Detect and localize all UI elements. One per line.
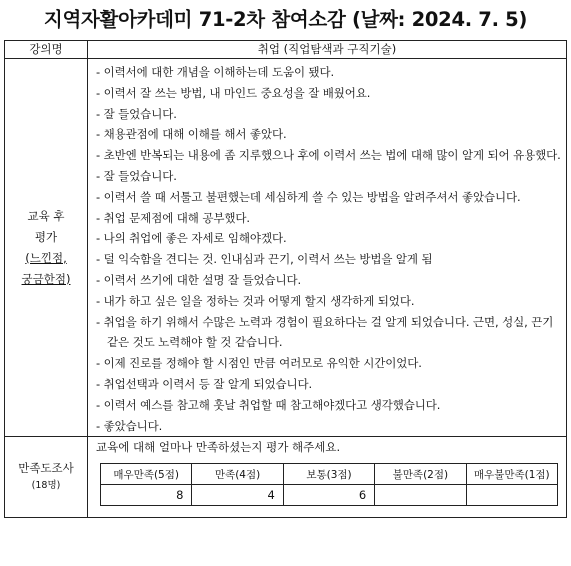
satisfaction-content bbox=[88, 437, 567, 518]
survey-table bbox=[4, 40, 567, 518]
respondent-count: (18명) bbox=[31, 480, 61, 492]
list-item: - 초반엔 반복되는 내용에 좀 지루했으나 후에 이력서 쓰는 법에 대해 많이 알게 되어 유용했다. bbox=[96, 148, 561, 163]
list-item: - 이력서 잘 쓰는 방법, 내 마인드 중요성을 잘 배웠어요. bbox=[96, 85, 371, 100]
list-item: - 이제 진로를 정해야 할 시점인 만큼 여러모로 유익한 시간이었다. bbox=[96, 356, 422, 371]
list-item: - 나의 취업에 좋은 자세로 임해야겠다. bbox=[96, 231, 287, 246]
feedback-list-cell bbox=[88, 59, 567, 437]
rating-value bbox=[375, 485, 466, 506]
rating-header-row bbox=[101, 464, 558, 485]
feedback-label-line: (느낀점, bbox=[25, 250, 67, 265]
list-item: - 덜 익숙함을 견디는 것. 인내심과 끈기, 이력서 쓰는 방법을 알게 됨 bbox=[96, 252, 433, 267]
rating-value-row bbox=[101, 485, 558, 506]
list-item: - 잘 들었습니다. bbox=[96, 106, 177, 121]
rating-value: 6 bbox=[283, 485, 374, 506]
rating-value bbox=[466, 485, 557, 506]
list-item: - 이력서 쓸 때 서툴고 불편했는데 세심하게 쓸 수 있는 방법을 알려주셔서 좋았습니다. bbox=[96, 189, 521, 204]
list-item: - 좋았습니다. bbox=[96, 418, 163, 433]
rating-header: 매우만족(5점) bbox=[101, 464, 192, 485]
list-item: - 취업을 하기 위해서 수많은 노력과 경험이 필요하다는 걸 알게 되었습니다. 근면, 성실, 끈기 같은 것도 노력해야 할 것 같습니다. bbox=[96, 314, 554, 350]
list-item: - 채용관점에 대해 이해를 해서 좋았다. bbox=[96, 127, 287, 142]
list-item: - 취업선택과 이력서 등 잘 알게 되었습니다. bbox=[96, 376, 313, 391]
satisfaction-label bbox=[5, 437, 88, 518]
rating-header: 불만족(2점) bbox=[375, 464, 466, 485]
feedback-label bbox=[5, 59, 88, 437]
rating-value: 8 bbox=[101, 485, 192, 506]
list-item: - 내가 하고 싶은 일을 정하는 것과 어떻게 할지 생각하게 되었다. bbox=[96, 293, 415, 308]
list-item: - 이력서 예스를 참고해 훗날 취업할 때 참고해야겠다고 생각했습니다. bbox=[96, 397, 441, 412]
list-item: - 이력서 쓰기에 대한 설명 잘 들었습니다. bbox=[96, 272, 302, 287]
header-row bbox=[5, 41, 567, 59]
lecture-title: 취업 (직업탐색과 구직기술) bbox=[88, 41, 567, 59]
rating-header: 만족(4점) bbox=[192, 464, 283, 485]
feedback-label-line: 교육 후 bbox=[27, 208, 65, 223]
rating-header: 매우불만족(1점) bbox=[466, 464, 557, 485]
satisfaction-row bbox=[5, 437, 567, 518]
feedback-list bbox=[88, 59, 566, 436]
feedback-row bbox=[5, 59, 567, 437]
rating-table bbox=[100, 463, 558, 506]
rating-header: 보통(3점) bbox=[283, 464, 374, 485]
list-item: - 취업 문제점에 대해 공부했다. bbox=[96, 210, 250, 225]
satisfaction-question: 교육에 대해 얼마나 만족하셨는지 평가 해주세요. bbox=[96, 440, 341, 455]
rating-value: 4 bbox=[192, 485, 283, 506]
feedback-label-line: 평가 bbox=[34, 229, 58, 244]
satisfaction-label-text: 만족도조사 bbox=[18, 461, 74, 476]
list-item: - 이력서에 대한 개념을 이해하는데 도움이 됐다. bbox=[96, 65, 335, 79]
lecture-name-header: 강의명 bbox=[5, 41, 88, 59]
page-title: 지역자활아카데미 71-2차 참여소감 (날짜: 2024. 7. 5) bbox=[43, 8, 528, 31]
list-item: - 잘 들었습니다. bbox=[96, 168, 177, 183]
feedback-label-line: 궁금한점) bbox=[21, 271, 71, 286]
